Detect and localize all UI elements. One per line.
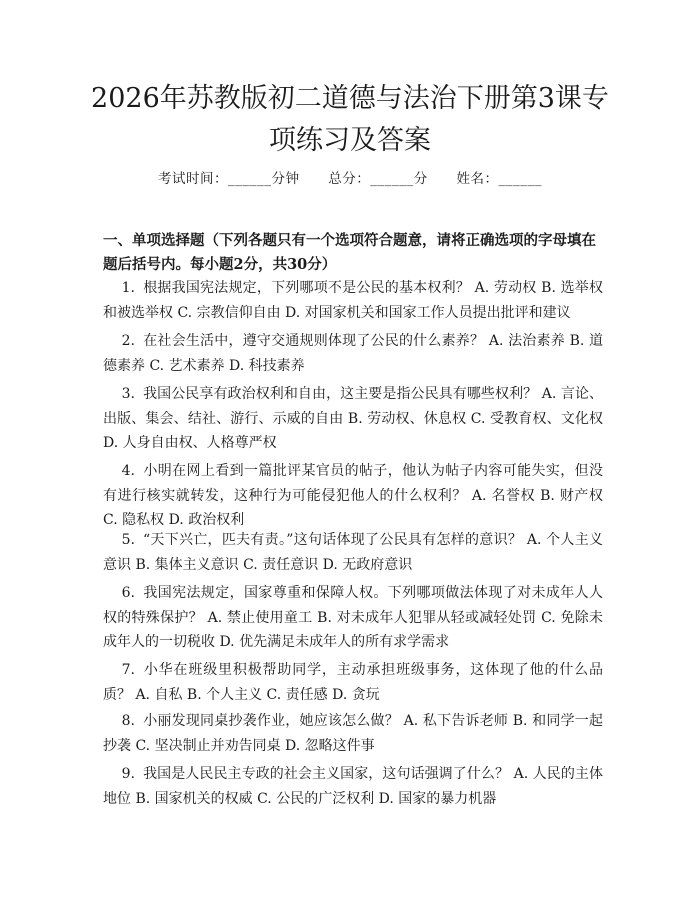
question-item: [103, 581, 603, 655]
name-blank: ______: [498, 171, 542, 187]
question-item: [103, 329, 603, 378]
question-item: [103, 276, 603, 325]
question-item: [103, 459, 603, 533]
question-text: 我国是人民民主专政的社会主义国家，这句话强调了什么？ A. 人民的主体地位 B. 国家机关的权威 C. 公民的广泛权利 D. 国家的暴力机器: [103, 766, 603, 807]
score-unit: 分: [413, 171, 428, 187]
question-number: 4.: [121, 463, 135, 479]
time-blank: ______: [228, 171, 272, 187]
question-number: 9.: [121, 766, 135, 782]
question-number: 2.: [121, 333, 135, 349]
question-text: “天下兴亡，匹夫有责。”这句话体现了公民具有怎样的意识？ A. 个人主义意识 B. 集体主义意识 C. 责任意识 D. 无政府意识: [103, 532, 603, 573]
time-label: 考试时间：: [158, 171, 228, 187]
question-text: 小丽发现同桌抄袭作业，她应该怎么做？ A. 私下告诉老师 B. 和同学一起抄袭 C. 坚决制止并劝告同桌 D. 忽略这件事: [103, 713, 603, 754]
section-heading: 一、单项选择题（下列各题只有一个选项符合题意，请将正确选项的字母填在题后括号内。每小题2分，共30分）: [103, 232, 596, 273]
document-title: 2026年苏教版初二道德与法治下册第3课专项练习及答案: [91, 83, 609, 156]
question-text: 小明在网上看到一篇批评某官员的帖子，他认为帖子内容可能失实，但没有进行核实就转发，这种行为可能侵犯他人的什么权利？ A. 名誉权 B. 财产权 C. 隐私权 D. 政治权利: [103, 463, 603, 528]
question-number: 8.: [121, 713, 135, 729]
score-blank: ______: [370, 171, 414, 187]
question-item: [103, 709, 603, 758]
score-label: 总分：: [328, 171, 371, 187]
question-item: [103, 658, 603, 707]
question-number: 6.: [121, 585, 135, 601]
question-text: 小华在班级里积极帮助同学，主动承担班级事务，这体现了他的什么品质？ A. 自私 B. 个人主义 C. 责任感 D. 贪玩: [103, 662, 603, 703]
question-number: 1.: [121, 280, 135, 296]
question-text: 在社会生活中，遵守交通规则体现了公民的什么素养？ A. 法治素养 B. 道德素养 C. 艺术素养 D. 科技素养: [103, 333, 603, 374]
question-item: [103, 382, 603, 456]
question-text: 根据我国宪法规定，下列哪项不是公民的基本权利？ A. 劳动权 B. 选举权和被选举权 C. 宗教信仰自由 D. 对国家机关和国家工作人员提出批评和建议: [103, 280, 603, 321]
exam-meta-line: [0, 169, 700, 189]
question-number: 7.: [121, 662, 135, 678]
question-item: [103, 528, 603, 577]
time-unit: 分钟: [271, 171, 300, 187]
name-label: 姓名：: [456, 171, 499, 187]
question-item: [103, 762, 603, 811]
question-text: 我国公民享有政治权利和自由，这主要是指公民具有哪些权利？ A. 言论、出版、集会、结社、游行、示威的自由 B. 劳动权、休息权 C. 受教育权、文化权 D. 人身自由权、人格尊严权: [103, 386, 603, 451]
question-number: 5.: [121, 532, 135, 548]
question-number: 3.: [121, 386, 135, 402]
question-text: 我国宪法规定，国家尊重和保障人权。下列哪项做法体现了对未成年人人权的特殊保护？ A. 禁止使用童工 B. 对未成年人犯罪从轻或减轻处罚 C. 免除未成年人的一切税收 D. 优先满足未成年人的所有求学需求: [103, 585, 603, 650]
